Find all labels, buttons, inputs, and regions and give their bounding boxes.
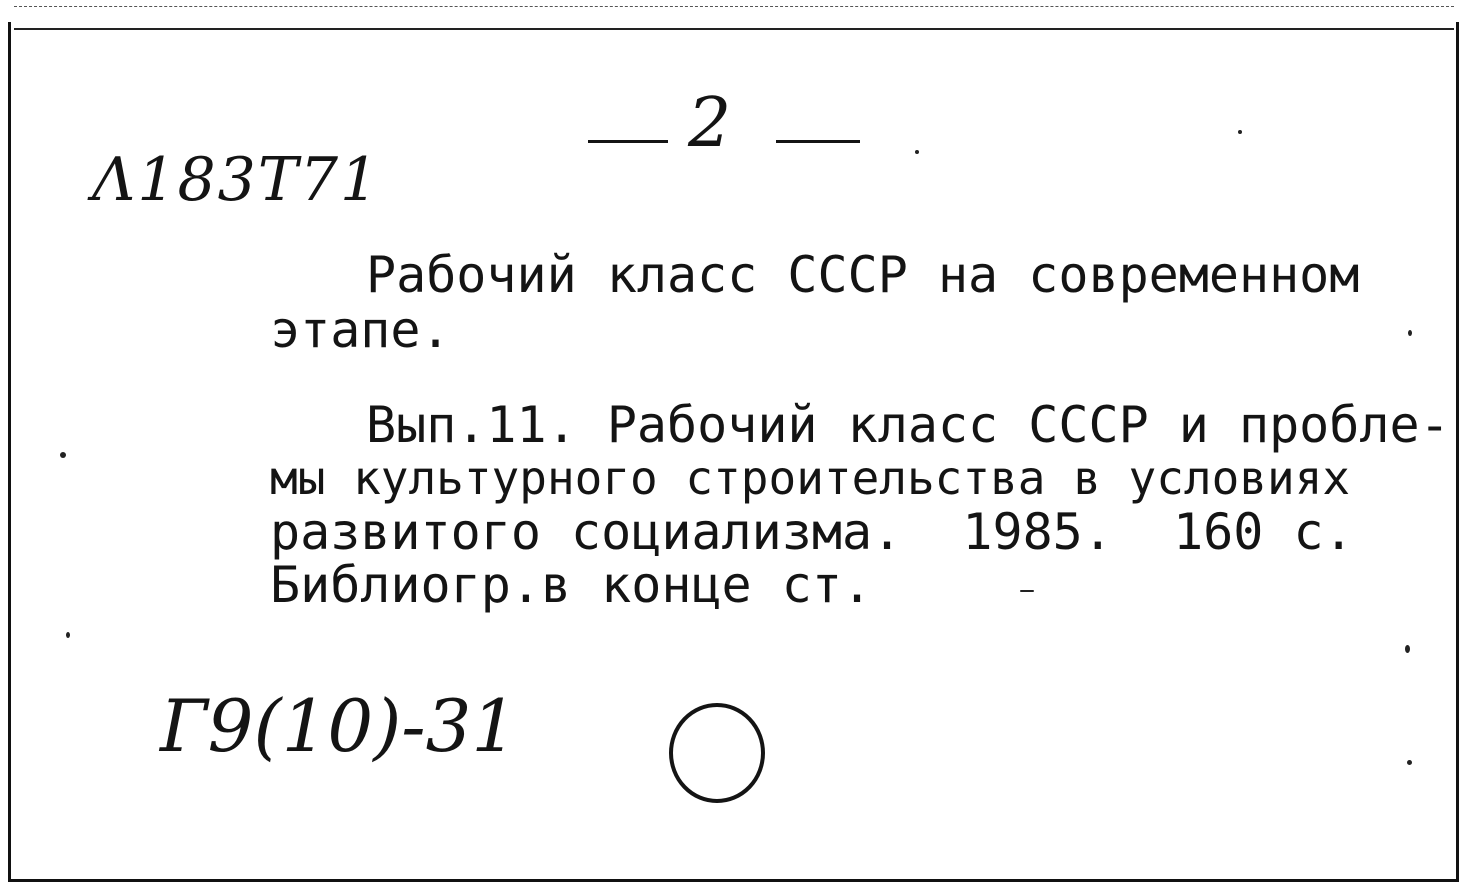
scan-speck (1408, 330, 1412, 336)
page-number-dash-left (588, 140, 668, 143)
scan-speck (1407, 760, 1412, 765)
scan-speck (1238, 130, 1242, 134)
body-line-4: Библиогр.в конце ст. (270, 556, 873, 614)
body-line-3: развитого социализма. 1985. 160 с. (270, 503, 1354, 561)
body-line-1: Вып.11. Рабочий класс СССР и пробле- (366, 396, 1450, 454)
scan-speck (60, 452, 66, 458)
punch-hole (664, 700, 774, 810)
body-line-2: мы культурного строительства в условиях (270, 451, 1351, 505)
title-line-1: Рабочий класс СССР на современном (366, 246, 1360, 304)
scan-speck (915, 150, 919, 154)
page-number: 2 (688, 84, 732, 163)
title-line-2: этапе. (270, 301, 451, 359)
shelf-mark: Λ183Τ71 (92, 145, 381, 215)
top-edge-line (14, 6, 1454, 8)
scan-speck (1405, 645, 1410, 653)
scan-speck (1020, 590, 1034, 592)
scan-speck (66, 632, 70, 638)
classification-code: Г9(10)-31 (160, 684, 518, 768)
page-number-dash-right (776, 140, 860, 143)
